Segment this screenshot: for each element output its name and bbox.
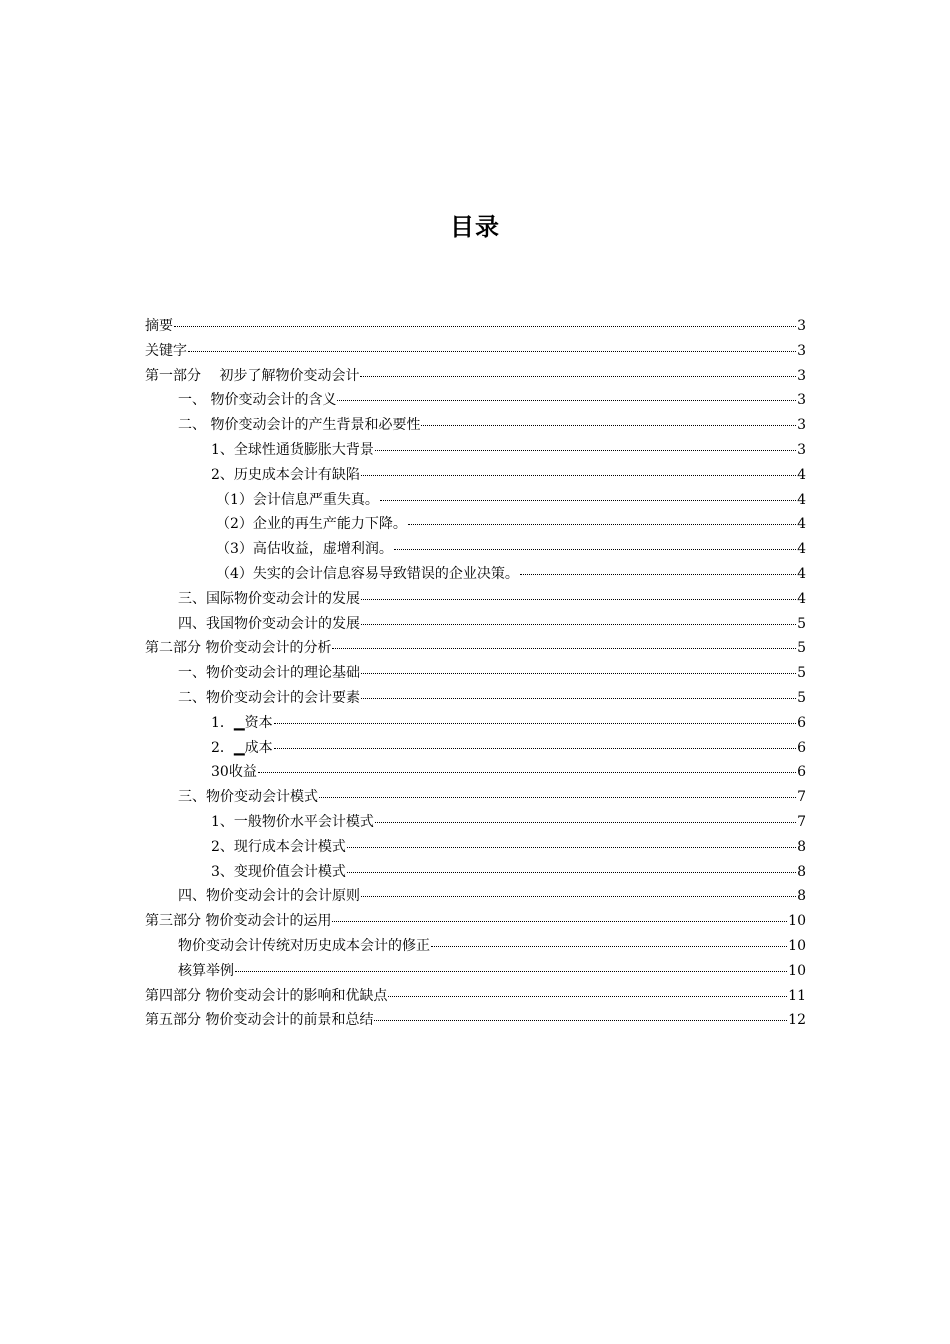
toc-entry-text: 摘要 — [145, 318, 173, 334]
toc-entry[interactable] — [145, 760, 806, 785]
dot-leader — [361, 672, 796, 674]
toc-entry-text: 二、物价变动会计的会计要素 — [178, 689, 360, 706]
dot-leader — [361, 623, 796, 625]
toc-entry-text: 2、现行成本会计模式 — [211, 838, 346, 855]
toc-entry[interactable] — [145, 562, 806, 587]
dot-leader — [319, 796, 796, 798]
toc-page-number: 7 — [797, 813, 806, 830]
toc-page-number: 8 — [797, 863, 806, 880]
toc-entry[interactable] — [145, 736, 806, 761]
dot-leader — [188, 350, 796, 352]
dot-leader — [274, 747, 796, 749]
dot-leader — [347, 871, 796, 873]
toc-entry[interactable] — [145, 835, 806, 860]
dot-leader — [361, 697, 796, 699]
toc-entry[interactable] — [145, 711, 806, 736]
toc-entry-text: （3）高估收益，虚增利润。 — [216, 541, 393, 558]
toc-page-number: 4 — [797, 466, 806, 483]
dot-leader — [174, 325, 796, 327]
toc-page-number: 5 — [797, 689, 806, 706]
toc-entry[interactable] — [145, 959, 806, 984]
toc-entry[interactable] — [145, 388, 806, 413]
toc-entry-text: 一、物价变动会计的理论基础 — [178, 665, 360, 682]
toc-entry[interactable] — [145, 438, 806, 463]
toc-entry[interactable] — [145, 339, 806, 364]
toc-entry[interactable] — [145, 785, 806, 810]
toc-entry-text: 二、 物价变动会计的产生背景和必要性 — [178, 417, 421, 434]
toc-entry[interactable] — [145, 686, 806, 711]
dot-leader — [361, 895, 796, 897]
toc-page-number: 6 — [797, 739, 806, 756]
toc-page-number: 3 — [797, 367, 806, 384]
toc-entry-text: 第四部分 物价变动会计的影响和优缺点 — [145, 987, 388, 1004]
dot-leader — [408, 523, 796, 525]
toc-page-number: 4 — [797, 541, 806, 558]
toc-entry-text: （1）会计信息严重失真。 — [216, 491, 379, 508]
toc-entry[interactable] — [145, 612, 806, 637]
toc-page-number: 8 — [797, 888, 806, 905]
dot-leader — [431, 945, 787, 947]
dot-leader — [374, 1019, 787, 1021]
dot-leader — [394, 548, 796, 550]
page-title: 目录 — [450, 213, 500, 241]
toc-page-number: 3 — [797, 318, 806, 334]
dot-leader — [360, 375, 796, 377]
dot-leader — [347, 846, 796, 848]
dot-leader — [375, 821, 796, 823]
toc-entry-text: 第三部分 物价变动会计的运用 — [145, 913, 332, 930]
dot-leader — [337, 399, 796, 401]
toc-entry-text: 第五部分 物价变动会计的前景和总结 — [145, 1012, 374, 1029]
table-of-contents — [145, 314, 806, 1033]
toc-page-number: 6 — [797, 714, 806, 731]
toc-entry-text: 四、物价变动会计的会计原则 — [178, 888, 360, 905]
dot-leader — [258, 771, 796, 773]
toc-page-number: 4 — [797, 565, 806, 582]
toc-page-number: 8 — [797, 838, 806, 855]
toc-page-number: 3 — [797, 417, 806, 434]
toc-entry[interactable] — [145, 884, 806, 909]
toc-page-number: 4 — [797, 516, 806, 533]
toc-entry-text: 三、国际物价变动会计的发展 — [178, 590, 360, 607]
toc-page-number: 11 — [788, 987, 806, 1004]
dot-leader — [332, 920, 787, 922]
toc-page-number: 5 — [797, 640, 806, 657]
toc-page-number: 7 — [797, 789, 806, 806]
toc-page-number: 10 — [788, 913, 806, 930]
dot-leader — [520, 573, 796, 575]
toc-entry[interactable] — [145, 636, 806, 661]
dot-leader — [375, 449, 796, 451]
toc-page-number: 6 — [797, 764, 806, 781]
toc-page-number: 4 — [797, 590, 806, 607]
dot-leader — [361, 598, 796, 600]
toc-entry[interactable] — [145, 587, 806, 612]
toc-entry[interactable] — [145, 661, 806, 686]
toc-entry-text: 30收益 — [211, 764, 257, 781]
toc-entry[interactable] — [145, 488, 806, 513]
toc-entry[interactable] — [145, 537, 806, 562]
toc-entry-text: 一、 物价变动会计的含义 — [178, 392, 337, 409]
dot-leader — [421, 424, 796, 426]
toc-entry[interactable] — [145, 984, 806, 1009]
toc-page-number: 3 — [797, 392, 806, 409]
toc-page-number: 3 — [797, 441, 806, 458]
toc-entry-text: 2、历史成本会计有缺陷 — [211, 466, 360, 483]
toc-entry-text: 四、我国物价变动会计的发展 — [178, 615, 360, 632]
dot-leader — [235, 970, 787, 972]
toc-entry-text: （4）失实的会计信息容易导致错误的企业决策。 — [216, 565, 519, 582]
toc-entry-text: 第二部分 物价变动会计的分析 — [145, 640, 332, 657]
toc-page-number: 12 — [788, 1012, 806, 1029]
toc-entry-text: 2．▁成本 — [211, 739, 273, 756]
toc-entry-text: 三、物价变动会计模式 — [178, 789, 318, 806]
dot-leader — [332, 647, 796, 649]
toc-entry[interactable] — [145, 413, 806, 438]
toc-entry[interactable] — [145, 364, 806, 389]
dot-leader — [274, 722, 796, 724]
toc-page-number: 5 — [797, 615, 806, 632]
toc-page-number: 4 — [797, 491, 806, 508]
toc-entry[interactable] — [145, 314, 806, 339]
toc-entry[interactable] — [145, 909, 806, 934]
toc-entry-text: 关键字 — [145, 342, 187, 359]
toc-entry-text: （2）企业的再生产能力下降。 — [216, 516, 407, 533]
toc-page-number: 10 — [788, 937, 806, 954]
toc-entry[interactable] — [145, 1008, 806, 1033]
toc-entry-text: 1．▁资本 — [211, 714, 273, 731]
toc-page-number: 3 — [797, 342, 806, 359]
toc-entry-text: 3、变现价值会计模式 — [211, 863, 346, 880]
toc-entry-text: 1、全球性通货膨胀大背景 — [211, 441, 374, 458]
dot-leader — [388, 995, 787, 997]
toc-entry[interactable] — [145, 860, 806, 885]
toc-page-number: 10 — [788, 962, 806, 979]
dot-leader — [361, 474, 796, 476]
toc-entry-text: 1、一般物价水平会计模式 — [211, 813, 374, 830]
toc-entry-text: 核算举例 — [178, 962, 234, 979]
toc-entry-text: 物价变动会计传统对历史成本会计的修正 — [178, 937, 430, 954]
dot-leader — [380, 499, 796, 501]
toc-entry[interactable] — [145, 463, 806, 488]
toc-entry[interactable] — [145, 810, 806, 835]
toc-entry-text: 第一部分 初步了解物价变动会计 — [145, 367, 360, 384]
toc-entry[interactable] — [145, 512, 806, 537]
toc-entry[interactable] — [145, 934, 806, 959]
toc-page-number: 5 — [797, 665, 806, 682]
